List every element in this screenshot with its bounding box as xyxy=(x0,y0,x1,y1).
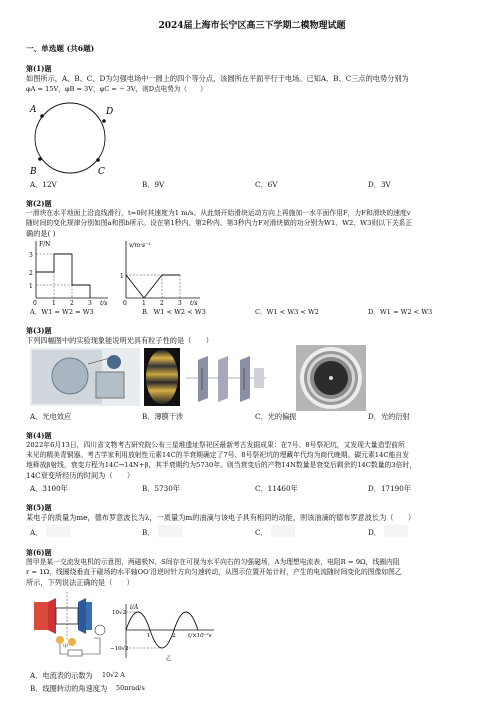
q5-option-d-formula xyxy=(382,523,410,539)
q4-option-c[interactable]: C．11460年 xyxy=(255,484,298,493)
q2-text-line2: 随时间的变化规律分别如图a和图b所示。设在第1秒内、第2秒内、第3秒内力F对滑块做的功分别为W1、W2、W3则以下关系正 xyxy=(26,219,413,227)
q4-text-line1: 2022年6月13日，四川省文物考古研究院公布三星堆遗址祭祀区最新考古发掘成果：在7号、8号祭祀坑，又发现大量造型前所 xyxy=(26,441,405,449)
q1-option-d[interactable]: D．3V xyxy=(368,180,391,189)
q1-point-b: B xyxy=(30,167,37,177)
q5-option-b[interactable]: B． xyxy=(142,528,155,537)
section-heading: 一、单选题 (共6题) xyxy=(26,44,95,53)
q3-option-c[interactable]: C．光的偏振 xyxy=(255,412,297,421)
q3-number: 第(3)题 xyxy=(26,326,52,335)
q3-text-line1: 下列四幅图中的实验现象能说明光具有粒子性的是（ ） xyxy=(26,336,213,345)
q1-point-a: A xyxy=(30,105,37,115)
q4-text-line4: 14C衰变所经历的时间为（ ） xyxy=(26,471,135,480)
q1-option-a[interactable]: A．12V xyxy=(30,180,57,189)
q6-graph-ymin: −10√2 xyxy=(110,646,129,652)
q1-point-c: C xyxy=(98,167,105,177)
q6-text-line2: r = 1Ω，线圈绕垂直于磁场的水平轴OO′沿逆时针方向匀速转动，从图示位置开始计时，产生的电流随时间变化的图像如图乙 xyxy=(26,568,402,576)
q2-number: 第(2)题 xyxy=(26,199,52,208)
q4-text-line3: 地释放β射线，衰变方程为14C→14N+β，其半衰期约为5730年。则当衰变后的产物14N数量是衰变后剩余的14C数量的3倍时， xyxy=(26,461,417,469)
q6-graph-label-yi: 乙 xyxy=(166,656,172,662)
q2-text-line1: 一滑块在水平地面上沿直线滑行，t=0时其速度为1 m/s。从此刻开始滑块运动方向上再施加一水平面作用F，力F和滑块的速度v xyxy=(26,209,411,217)
q2-a-ytick-3: 3 xyxy=(29,252,33,259)
q1-option-c[interactable]: C．6V xyxy=(255,180,278,189)
q2-b-xtick-3: 3 xyxy=(178,300,182,307)
q2-a-xtick-3: 3 xyxy=(88,300,92,307)
page-title: 2024届上海市长宁区高三下学期二模物理试题 xyxy=(158,21,346,31)
q2-a-ytick-2: 2 xyxy=(29,270,33,277)
q2-a-ytick-1: 1 xyxy=(29,283,33,290)
q2-text-line3: 确的是( ) xyxy=(26,229,56,238)
q4-number: 第(4)题 xyxy=(26,431,52,440)
q3-diffraction-photo xyxy=(296,345,366,411)
q3-option-b[interactable]: B．薄膜干涉 xyxy=(142,412,184,421)
q4-option-d[interactable]: D．17190年 xyxy=(368,484,412,493)
q2-a-ylabel: F/N xyxy=(39,241,51,248)
q6-graph-xlabel: t/×10⁻²s xyxy=(188,633,212,639)
q1-circle-figure xyxy=(26,98,116,178)
q4-text-line2: 未见的精美青铜器。考古学家利用放射性元素14C的半衰期确定了7号、8号祭祀坑的埋藏年代均为商代晚期。碳元素14C能自发 xyxy=(26,451,409,459)
q3-polarization-diagram xyxy=(184,348,268,408)
q3-photoelectric-photo xyxy=(30,348,140,406)
q2-a-xtick-2: 2 xyxy=(70,300,74,307)
q5-option-b-formula xyxy=(156,523,184,539)
q6-graph-xtick-1: 1 xyxy=(147,633,151,639)
q1-text-line1: 如图所示，A、B、C、D为匀强电场中一圆上的四个等分点，该圆所在平面平行于电场。已知A、B、C三点的电势分别为 xyxy=(26,74,409,83)
q6-option-a-value: 10√2 A xyxy=(102,671,125,679)
q5-number: 第(5)题 xyxy=(26,503,52,512)
q6-text-line1: 图甲是某一交流发电机的示意图，两磁极N、S间存在可视为水平向右的匀强磁场，A为理想电流表，电阻R = 9Ω，线圈内阻 xyxy=(26,558,400,566)
q1-option-b[interactable]: B．9V xyxy=(142,180,165,189)
q2-a-xtick-1: 1 xyxy=(52,300,56,307)
q6-option-a[interactable]: A．电流表的示数为 xyxy=(30,671,93,680)
q2-b-xtick-1: 1 xyxy=(142,300,146,307)
q2-b-ylabel: v/m·s⁻¹ xyxy=(129,242,151,249)
q2-option-a[interactable]: A．W1 = W2 = W3 xyxy=(30,308,94,316)
q6-option-b-value: 50πrad/s xyxy=(116,684,145,692)
q2-a-xtick-0: 0 xyxy=(33,300,37,307)
q6-current-graph xyxy=(110,602,218,662)
q5-option-c-formula xyxy=(269,523,297,539)
q2-b-xtick-0: 0 xyxy=(123,300,127,307)
q6-number: 第(6)题 xyxy=(26,548,52,557)
q4-option-b[interactable]: B．5730年 xyxy=(142,484,180,493)
q2-option-d[interactable]: D．W1 = W2 < W3 xyxy=(368,308,433,316)
q2-a-xlabel: t/s xyxy=(100,300,108,307)
q6-option-b[interactable]: B．线圈转动的角速度为 xyxy=(30,684,108,693)
q1-point-d: D xyxy=(106,107,114,117)
q6-graph-ylabel: i/A xyxy=(130,604,139,611)
q6-generator-figure xyxy=(30,588,110,660)
q6-figure-label-jia: 甲 xyxy=(63,644,69,650)
q2-force-graph xyxy=(26,238,116,306)
q6-graph-ymax: 10√2 xyxy=(112,610,127,616)
q5-option-a[interactable]: A． xyxy=(30,528,43,537)
q5-option-a-formula xyxy=(44,523,72,539)
q6-text-line3: 所示，下列说法正确的是（ ） xyxy=(26,578,134,587)
q5-option-c[interactable]: C． xyxy=(255,528,268,537)
q2-option-c[interactable]: C．W1 < W3 < W2 xyxy=(255,308,319,316)
q1-number: 第(1)题 xyxy=(26,64,52,73)
q5-text-line1: 某电子的质量为me，德布罗意波长为λ，一质量为m的油滴与该电子具有相同的动能，则该油滴的德布罗意波长为（ ） xyxy=(26,513,416,522)
q2-b-xlabel: t/s xyxy=(190,300,198,307)
q3-option-a[interactable]: A．光电效应 xyxy=(30,412,72,421)
q2-b-ytick-1: 1 xyxy=(120,273,124,280)
q4-option-a[interactable]: A．3100年 xyxy=(30,484,68,493)
q1-text-line2: φA = 15V，φB = 3V，φC = − 3V，则D点电势为（ ） xyxy=(26,85,207,93)
q2-velocity-graph xyxy=(118,238,208,306)
q2-option-b[interactable]: B．W1 < W2 < W3 xyxy=(142,308,206,316)
q5-option-d[interactable]: D． xyxy=(368,528,381,537)
q6-graph-xtick-2: 2 xyxy=(172,633,176,639)
q3-option-d[interactable]: D．光的衍射 xyxy=(368,412,410,421)
q3-thin-film-photo xyxy=(144,348,180,406)
q2-b-xtick-2: 2 xyxy=(160,300,164,307)
